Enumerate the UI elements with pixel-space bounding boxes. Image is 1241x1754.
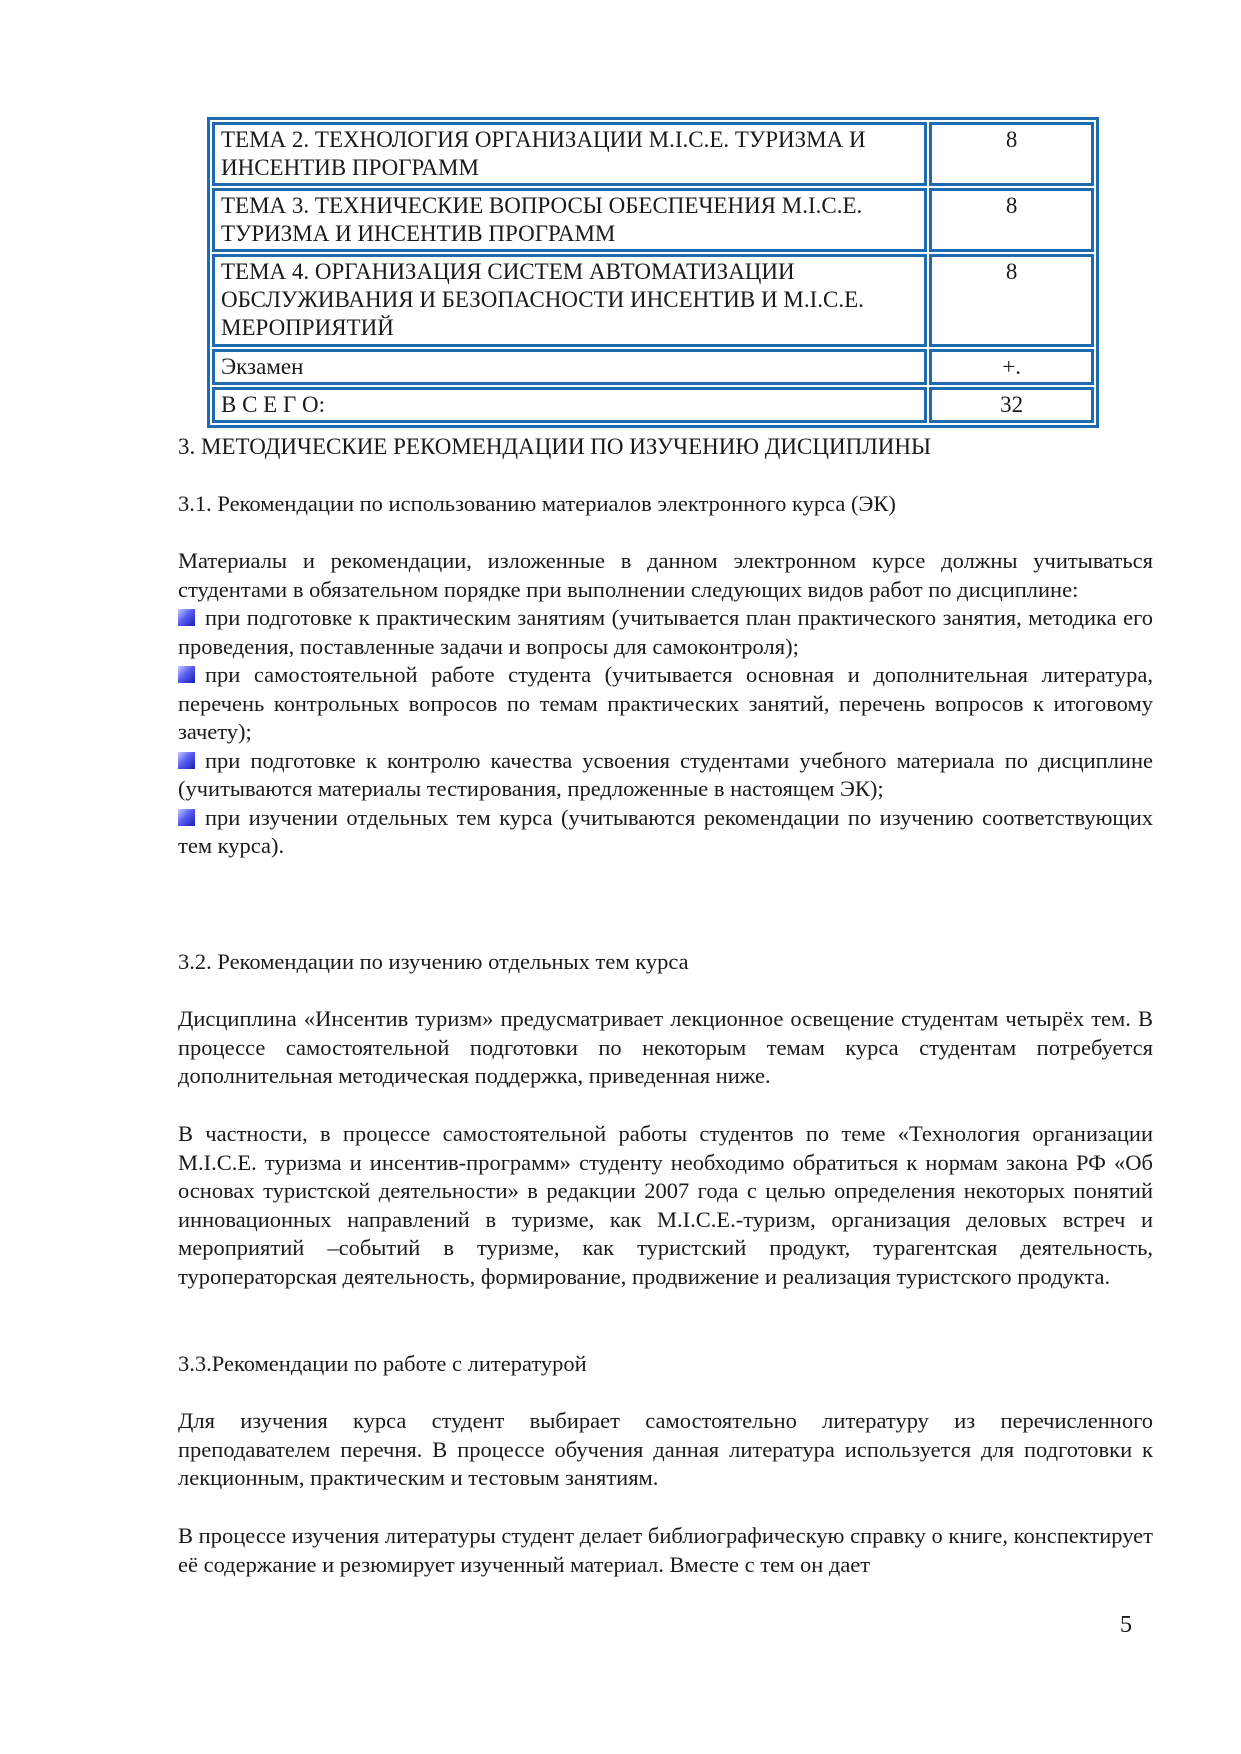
table-row <box>212 349 1094 385</box>
list-item <box>178 804 1153 861</box>
table-row <box>212 254 1094 347</box>
square-bullet-icon <box>178 609 195 626</box>
section-3-2-para-1: Дисциплина «Инсентив туризм» предусматривает лекционное освещение студентам четырёх тем. В процессе самостоятельной подготовки по некоторым темам курса студентам потребуется дополнительная методическая поддержка, приведенная ниже. <box>178 1006 1153 1088</box>
square-bullet-icon <box>178 809 195 826</box>
exam-label-cell: Экзамен <box>212 349 927 385</box>
list-item <box>178 604 1153 661</box>
total-value-cell: 32 <box>929 387 1094 423</box>
page-number: 5 <box>1120 1612 1132 1638</box>
topics-hours-table <box>207 117 1099 428</box>
section-3-2-heading: 3.2. Рекомендации по изучению отдельных тем курса <box>178 949 689 974</box>
usage-bullet-list <box>178 604 1153 861</box>
total-label-cell: В С Е Г О: <box>212 387 927 423</box>
bullet-text: при изучении отдельных тем курса (учитываются рекомендации по изучению соответствующих тем курса). <box>178 804 1153 858</box>
section-3-1-body <box>178 547 1153 861</box>
topic-name-cell: ТЕМА 3. ТЕХНИЧЕСКИЕ ВОПРОСЫ ОБЕСПЕЧЕНИЯ M.I.C.E. ТУРИЗМА И ИНСЕНТИВ ПРОГРАММ <box>212 188 927 252</box>
topic-name-cell: ТЕМА 4. ОРГАНИЗАЦИЯ СИСТЕМ АВТОМАТИЗАЦИИ ОБСЛУЖИВАНИЯ И БЕЗОПАСНОСТИ ИНСЕНТИВ И M.I.C.E. МЕРОПРИЯТИЙ <box>212 254 927 347</box>
hours-cell: 8 <box>929 254 1094 347</box>
bullet-text: при самостоятельной работе студента (учитывается основная и дополнительная литература, перечень контрольных вопросов по темам практических занятий, перечень вопросов к итоговому зачету); <box>178 662 1153 744</box>
section-3-1-heading: 3.1. Рекомендации по использованию материалов электронного курса (ЭК) <box>178 491 896 516</box>
section-3-1-intro: Материалы и рекомендации, изложенные в данном электронном курсе должны учитываться студентами в обязательном порядке при выполнении следующих видов работ по дисциплине: <box>178 548 1153 602</box>
section-3-2-para-2: В частности, в процессе самостоятельной работы студентов по теме «Технология организации M.I.C.E. туризма и инсентив-программ» студенту необходимо обратиться к нормам закона РФ «Об основах туристской деятельности» в редакции 2007 года с целью определения некоторых понятий инновационных направлений в туризме, как M.I.C.E.-туризм, организация деловых встреч и мероприятий –событий в туризме, как туристский продукт, турагентская деятельность, туроператорская деятельность, формирование, продвижение и реализация туристского продукта. <box>178 1121 1153 1289</box>
table-row <box>212 188 1094 252</box>
section-3-3-para-1: Для изучения курса студент выбирает самостоятельно литературу из перечисленного преподавателем перечня. В процессе обучения данная литература используется для подготовки к лекционным, практическим и тестовым занятиям. <box>178 1408 1153 1490</box>
table-row <box>212 387 1094 423</box>
table-row <box>212 122 1094 186</box>
section-3-3-heading: 3.3.Рекомендации по работе с литературой <box>178 1351 587 1376</box>
exam-value-cell: +. <box>929 349 1094 385</box>
square-bullet-icon <box>178 752 195 769</box>
list-item <box>178 747 1153 804</box>
topic-name-cell: ТЕМА 2. ТЕХНОЛОГИЯ ОРГАНИЗАЦИИ M.I.C.E. ТУРИЗМА И ИНСЕНТИВ ПРОГРАММ <box>212 122 927 186</box>
square-bullet-icon <box>178 666 195 683</box>
section-3-3-para-2: В процессе изучения литературы студент делает библиографическую справку о книге, конспектирует её содержание и резюмирует изученный материал. Вместе с тем он дает <box>178 1523 1153 1577</box>
list-item <box>178 661 1153 747</box>
hours-cell: 8 <box>929 122 1094 186</box>
section-3-heading: 3. МЕТОДИЧЕСКИЕ РЕКОМЕНДАЦИИ ПО ИЗУЧЕНИЮ ДИСЦИПЛИНЫ <box>178 434 932 459</box>
hours-cell: 8 <box>929 188 1094 252</box>
bullet-text: при подготовке к контролю качества усвоения студентами учебного материала по дисциплине (учитываются материалы тестирования, предложенные в настоящем ЭК); <box>178 747 1153 801</box>
bullet-text: при подготовке к практическим занятиям (учитывается план практического занятия, методика его проведения, поставленные задачи и вопросы для самоконтроля); <box>178 605 1153 659</box>
